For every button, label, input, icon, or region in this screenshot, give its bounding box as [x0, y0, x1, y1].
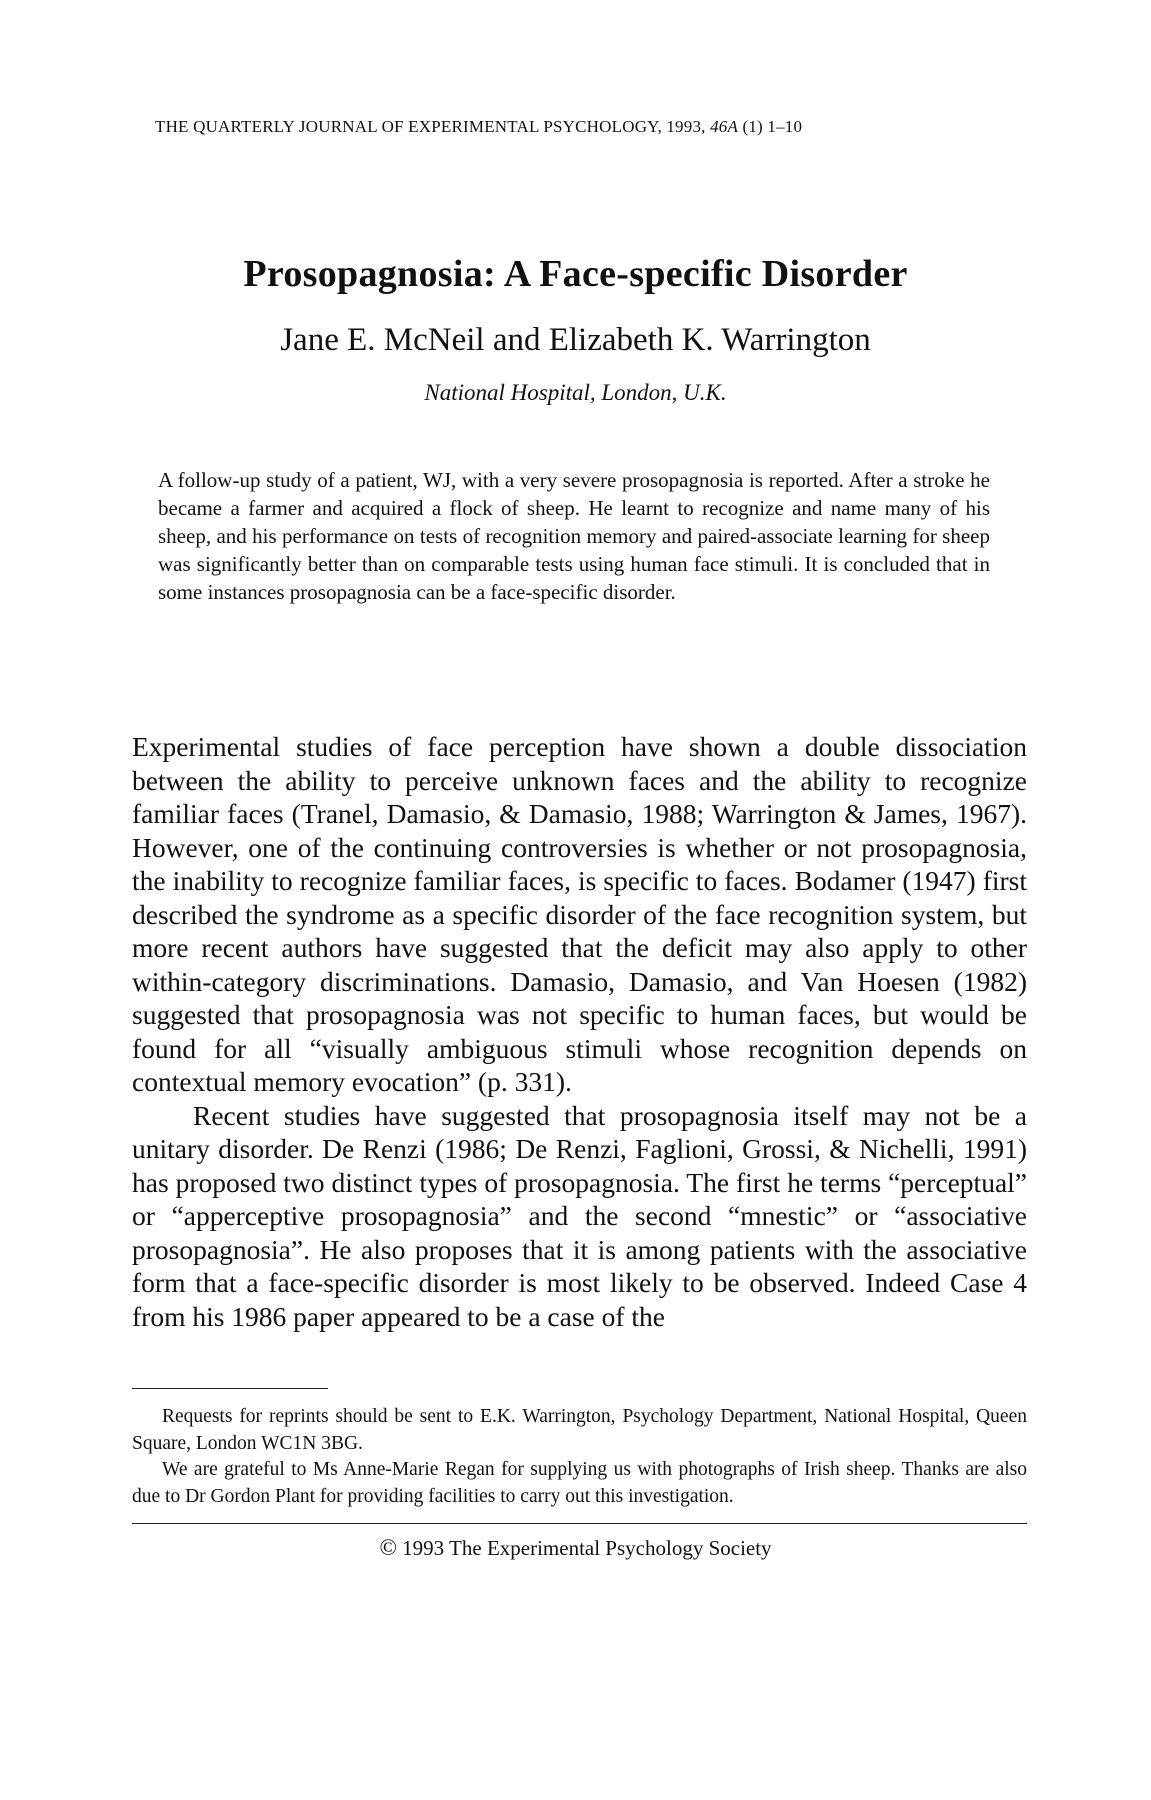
running-head: [155, 117, 1005, 137]
page-range: (1) 1–10: [738, 117, 803, 136]
footnote-divider: [132, 1388, 328, 1389]
abstract: A follow-up study of a patient, WJ, with a very severe prosopagnosia is reported. After a stroke he became a farmer and acquired a flock of sheep. He learnt to recognize and name many of his sheep, and his performance on tests of recognition memory and paired-associate learning for sheep was significantly better than on comparable tests using human face stimuli. It is concluded that in some instances prosopagnosia can be a face-specific disorder.: [158, 468, 990, 604]
footnote-acknowledgements: We are grateful to Ms Anne-Marie Regan for supplying us with photographs of Irish sheep. Thanks are also due to Dr Gordon Plant for providing facilities to carry out this investigation.: [132, 1459, 1027, 1507]
journal-name: THE QUARTERLY JOURNAL OF EXPERIMENTAL PSYCHOLOGY, 1993,: [155, 117, 711, 136]
author-affiliation: National Hospital, London, U.K.: [424, 380, 727, 405]
footnotes: [132, 1404, 1027, 1510]
copyright-line: [0, 1535, 1151, 1561]
footnote-reprints: Requests for reprints should be sent to E.K. Warrington, Psychology Department, National Hospital, Queen Square, London WC1N 3BG.: [132, 1406, 1027, 1454]
body-paragraph-1: Experimental studies of face perception have shown a double dissociation between the ability to perceive unknown faces and the ability to recognize familiar faces (Tranel, Damasio, & Damasio, 1988; Warrington & James, 1967). However, one of the continuing controversies is whether or not prosopagnosia, the inability to recognize familiar faces, is specific to faces. Bodamer (1947) first described the syndrome as a specific disorder of the face recognition system, but more recent authors have suggested that the deficit may also apply to other within-category discriminations. Damasio, Damasio, and Van Hoesen (1982) suggested that prosopagnosia was not specific to human faces, but would be found for all “visually ambiguous stimuli whose recognition depends on contextual memory evocation” (p. 331).: [132, 731, 1027, 1097]
volume-number: 46A: [710, 117, 739, 136]
copyright-icon: ©: [379, 1535, 397, 1560]
body-paragraph-2: Recent studies have suggested that prosopagnosia itself may not be a unitary disorder. De Renzi (1986; De Renzi, Faglioni, Grossi, & Nichelli, 1991) has proposed two distinct types of prosopagnosia. The first he terms “perceptual” or “apperceptive prosopagnosia” and the second “mnestic” or “associative prosopagnosia”. He also proposes that it is among patients with the associative form that a face-specific disorder is most likely to be observed. Indeed Case 4 from his 1986 paper appeared to be a case of the: [132, 1099, 1027, 1332]
article-title: Prosopagnosia: A Face-specific Disorder: [243, 253, 908, 295]
copyright-text: 1993 The Experimental Psychology Society: [396, 1536, 772, 1560]
article-authors: Jane E. McNeil and Elizabeth K. Warrington: [280, 322, 871, 358]
copyright-divider: [132, 1523, 1027, 1524]
body-text: [132, 730, 1027, 1333]
